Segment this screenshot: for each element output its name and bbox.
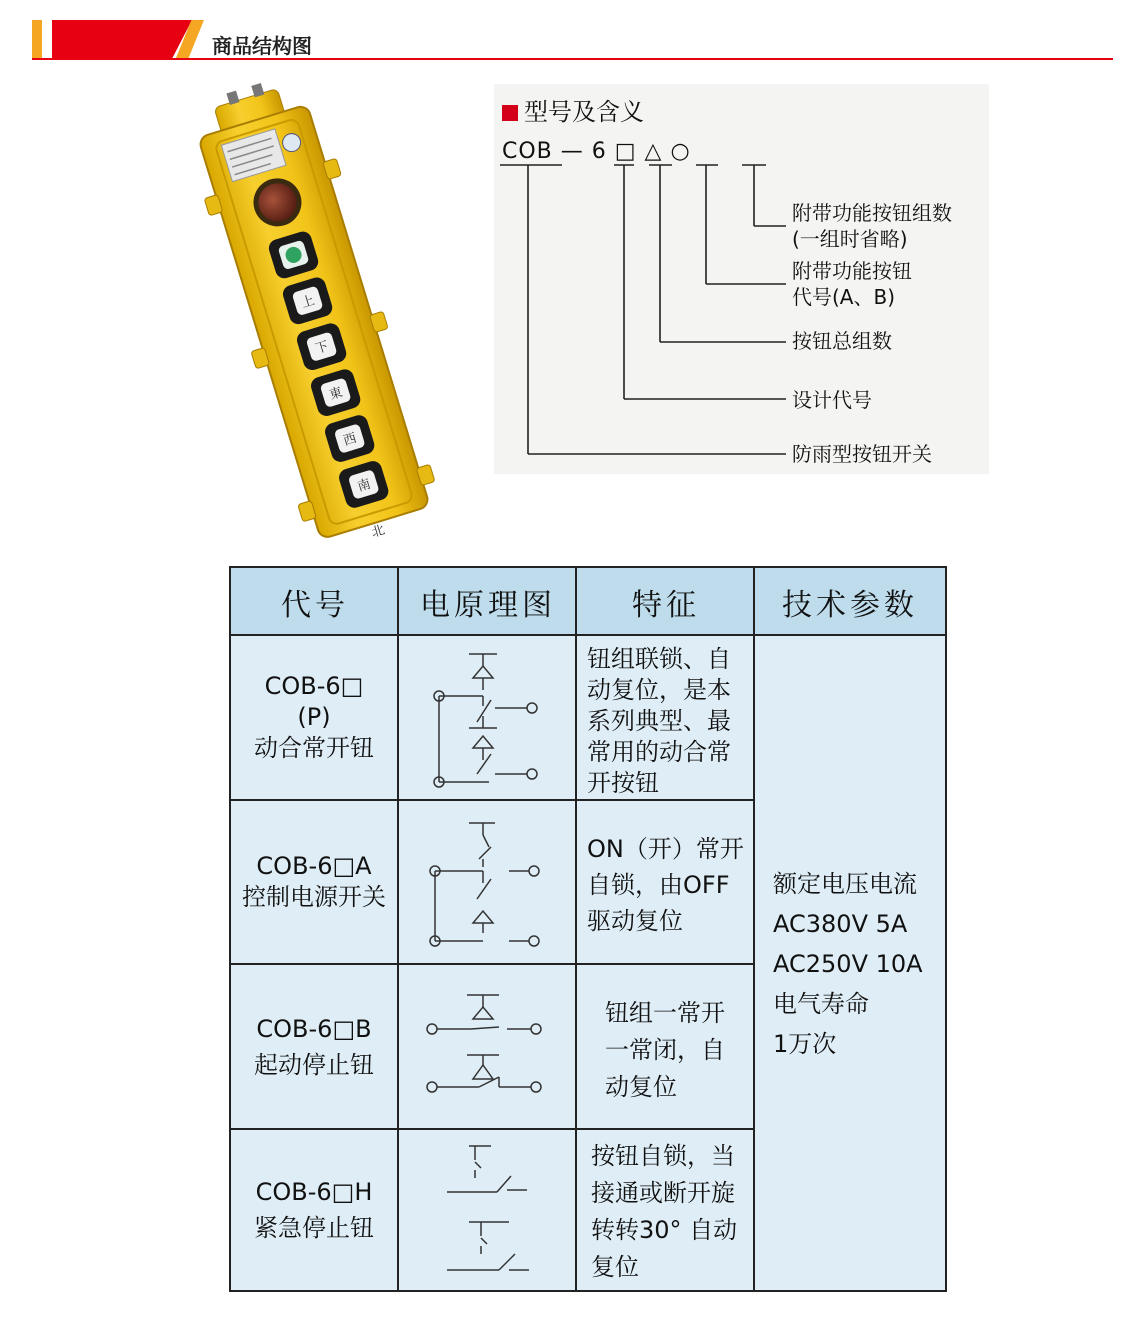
button-label-north: 北 xyxy=(369,522,387,541)
model-code: COB — 6 □ △ ○ xyxy=(502,139,691,164)
row-feature: ON（开）常开 自锁，由OFF 驱动复位 xyxy=(587,835,744,935)
row-code: COB-6□B 起动停止钮 xyxy=(254,1014,374,1079)
spec-table xyxy=(229,566,947,1292)
model-heading: 型号及含义 xyxy=(502,92,644,127)
row-feature: 钮组一常开 一常闭，自 动复位 xyxy=(605,999,725,1101)
header-accent-bar xyxy=(32,20,42,58)
button-label-up: 上 xyxy=(299,293,317,312)
header-red-banner xyxy=(52,20,192,58)
row-feature: 按钮自锁，当 接通或断开旋 转转30° 自动 复位 xyxy=(591,1142,738,1281)
button-label-west: 西 xyxy=(341,430,359,450)
label-extra-button-groups: 附带功能按钮组数 (一组时省略) xyxy=(792,201,952,251)
row-code: COB-6□ (P) 动合常开钮 xyxy=(254,672,374,762)
header-code: 代号 xyxy=(231,568,399,636)
model-meaning-panel xyxy=(494,84,989,474)
header-divider xyxy=(32,58,1113,60)
label-rainproof-switch: 防雨型按钮开关 xyxy=(792,442,932,466)
circuit-diagram-start-stop xyxy=(399,965,575,1128)
label-design-code: 设计代号 xyxy=(792,388,872,412)
circuit-diagram-power-switch xyxy=(399,801,575,963)
button-label-east: 東 xyxy=(327,384,345,404)
button-label-south: 南 xyxy=(355,476,373,495)
circuit-diagram-interlock xyxy=(399,636,575,799)
header-params: 技术参数 xyxy=(755,568,945,636)
model-leader-lines xyxy=(494,84,989,474)
product-image xyxy=(195,85,475,541)
button-label-down: 下 xyxy=(313,339,331,358)
row-code: COB-6□A 控制电源开关 xyxy=(242,852,386,911)
section-title: 商品结构图 xyxy=(212,34,312,58)
circuit-diagram-emergency xyxy=(399,1130,575,1290)
label-extra-button-code: 附带功能按钮 代号(A、B) xyxy=(792,259,912,309)
header-diagram: 电原理图 xyxy=(399,568,577,636)
technical-params: 额定电压电流 AC380V 5A AC250V 10A 电气寿命 1万次 xyxy=(773,870,923,1058)
row-code: COB-6□H 紧急停止钮 xyxy=(254,1178,374,1242)
label-total-button-groups: 按钮总组数 xyxy=(792,329,892,353)
row-feature: 钮组联锁、自 动复位，是本 系列典型、最 常用的动合常 开按钮 xyxy=(587,645,731,797)
header-feature: 特征 xyxy=(577,568,755,636)
pendant-control-illustration xyxy=(195,85,475,541)
